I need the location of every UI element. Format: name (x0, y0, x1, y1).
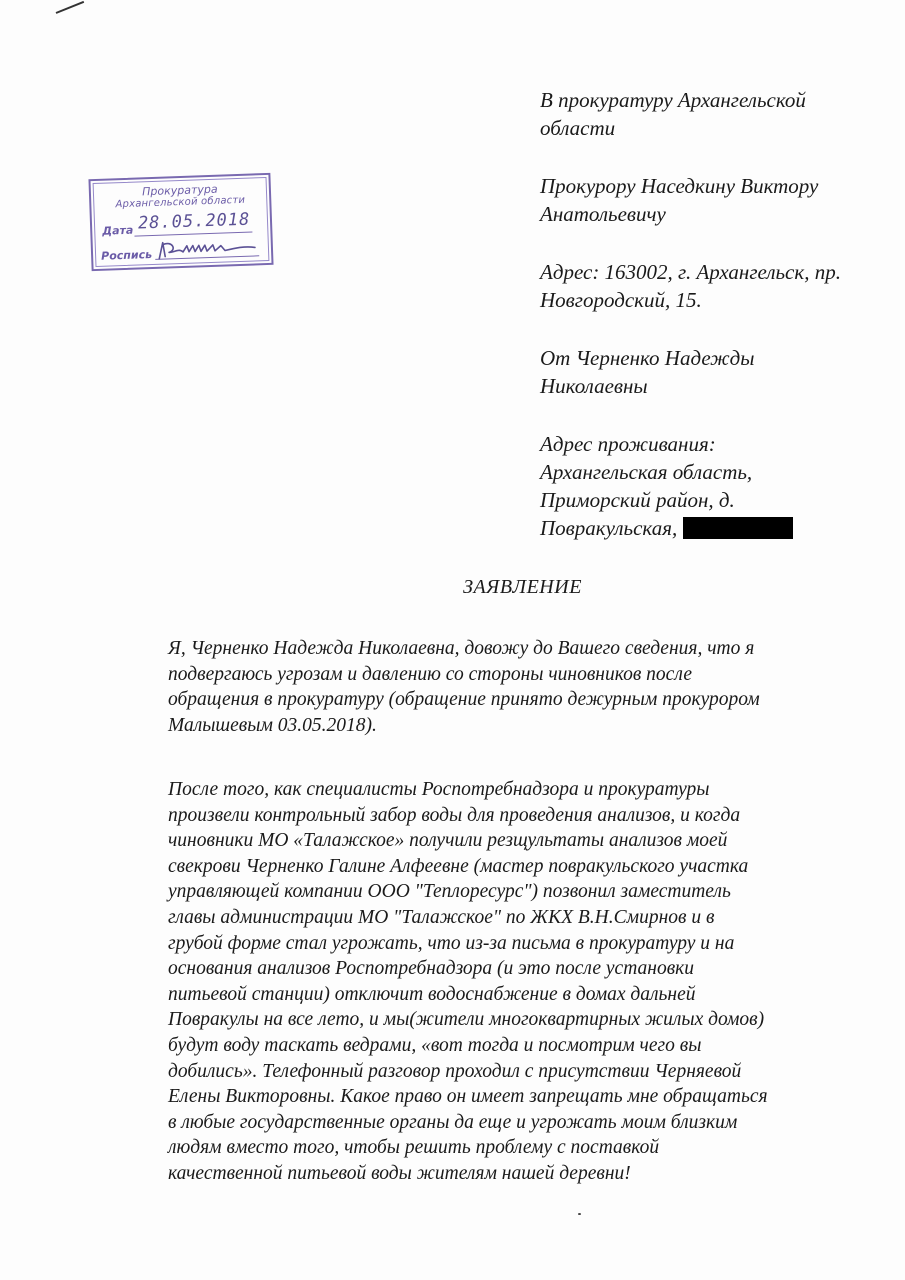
paragraph-line: в любые государственные органы да еще и угрожать моим близким (168, 1111, 738, 1133)
paragraph-line: основания анализов Роспотребнадзора (и это после установки (168, 958, 695, 980)
addressee-prosecutor-name (540, 172, 885, 228)
paragraph-line: Я, Черненко Надежда Николаевна, довожу до Вашего сведения, что я (168, 638, 755, 659)
addressee-block (540, 86, 885, 572)
paragraph-line: произвели контрольный забор воды для проведения анализов, и когда (168, 804, 741, 826)
document-title: ЗАЯВЛЕНИЕ (463, 576, 582, 598)
paragraph-line: Малышевым 03.05.2018). (168, 714, 377, 736)
paragraph-line: управляющей компании ООО "Теплоресурс") позвонил заместитель (168, 881, 731, 903)
addressee-line: Адрес: 163002, г. Архангельск, пр. (540, 260, 841, 284)
stamp-date-label: Дата (102, 223, 134, 238)
paragraph-line: Елены Викторовны. Какое право он имеет запрещать мне обращаться (168, 1086, 768, 1108)
addressee-line: От Черненко Надежды (540, 346, 755, 370)
paragraph-line: добились». Телефонный разговор проходил с присутствии Черняевой (168, 1060, 742, 1082)
addressee-line: В прокуратуру Архангельской (540, 88, 806, 112)
paragraph-line: После того, как специалисты Роспотребнадзора и прокуратуры (168, 779, 710, 800)
addressee-line (540, 514, 885, 542)
handwritten-signature (155, 235, 260, 261)
stamp-org-line2: Архангельской области (115, 194, 246, 211)
paragraph-line: Повракулы на все лето, и мы(жители многоквартирных жилых домов) (168, 1009, 765, 1031)
paragraph-line: качественной питьевой воды жителям нашей деревни! (168, 1162, 631, 1184)
addressee-prosecutor-office (540, 86, 885, 142)
registration-stamp (88, 173, 273, 271)
addressee-line: Прокурору Наседкину Виктору (540, 174, 819, 198)
paragraph-line: людям вместо того, чтобы решить проблему с поставкой (168, 1137, 660, 1159)
addressee-office-address (540, 258, 885, 314)
addressee-sender (540, 344, 885, 400)
paragraph-line: будут воду таскать ведрами, «вот тогда и посмотрим чего вы (168, 1034, 702, 1056)
addressee-line: Новгородский, 15. (540, 288, 702, 312)
body-paragraph-1 (168, 636, 880, 738)
addressee-line-text: Повракульская, (540, 516, 678, 540)
scan-speck (578, 1213, 581, 1215)
stamp-date-value: 28.05.2018 (137, 209, 251, 234)
paragraph-line: подвергаюсь угрозам и давлению со стороны чиновников после (168, 663, 692, 685)
stamp-signature-label: Роспись (100, 248, 153, 263)
scan-mark (56, 1, 85, 14)
paragraph-line: свекрови Черненко Галине Алфеевне (мастер повракульского участка (168, 855, 749, 877)
paragraph-line: питьевой станции) отключит водоснабжение в домах дальней (168, 983, 696, 1005)
addressee-line: Анатольевичу (540, 202, 666, 226)
addressee-line: Адрес проживания: (540, 432, 716, 456)
addressee-line: Николаевны (540, 374, 648, 398)
stamp-org-line1: Прокуратура (141, 182, 218, 199)
paragraph-line: грубой форме стал угрожать, что из-за письма в прокуратуру и на (168, 932, 735, 954)
addressee-line: Архангельская область, (540, 460, 753, 484)
addressee-line: Приморский район, д. (540, 488, 735, 512)
body-paragraph-2 (168, 777, 880, 1187)
paragraph-line: главы администрации МО "Талажское" по ЖКХ В.Н.Смирнов и в (168, 906, 715, 928)
paragraph-line: обращения в прокуратуру (обращение принято дежурным прокурором (168, 689, 760, 711)
redaction-bar (683, 517, 793, 539)
addressee-line: области (540, 116, 616, 140)
paragraph-line: чиновники МО «Талажское» получили резщультаты анализов моей (168, 830, 728, 852)
addressee-residence (540, 430, 885, 542)
